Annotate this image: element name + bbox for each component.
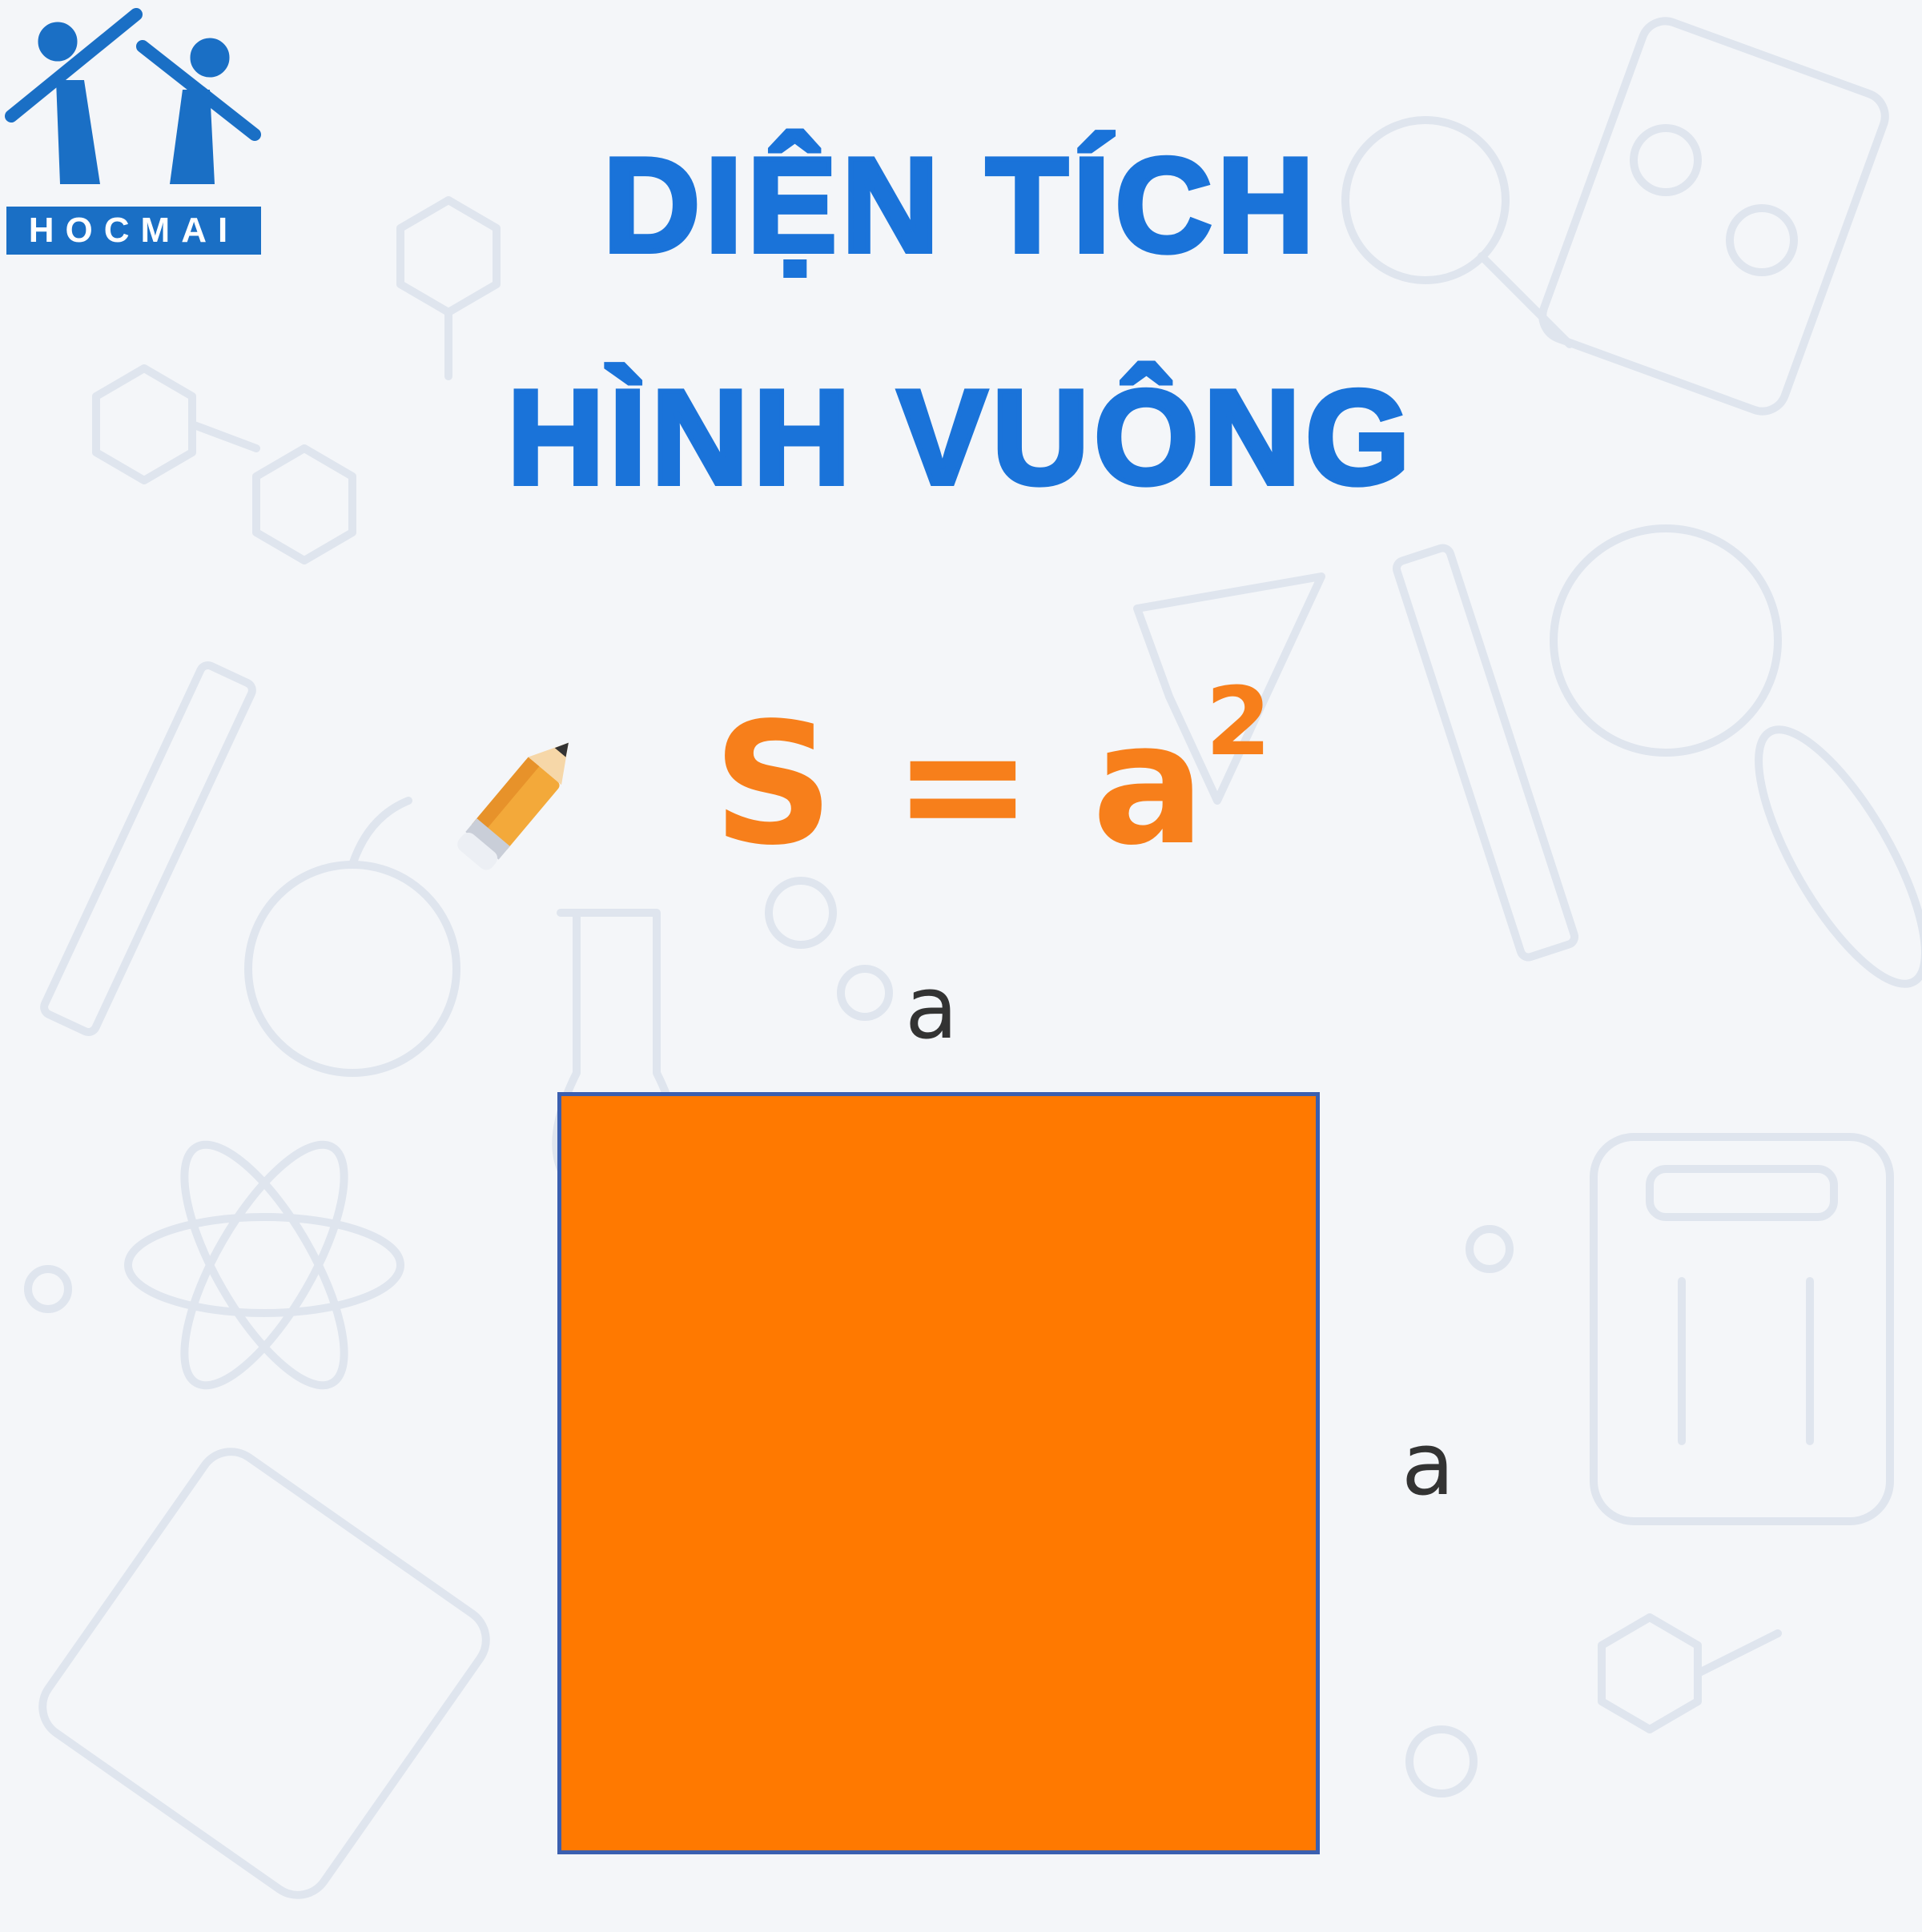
title-line-1: DIỆN TÍCH bbox=[603, 130, 1319, 280]
right-side-label: a bbox=[1401, 1415, 1455, 1515]
top-side-label: a bbox=[905, 958, 959, 1058]
formula-base: a bbox=[1092, 686, 1206, 882]
area-formula bbox=[713, 666, 1272, 882]
formula-area-symbol: S bbox=[713, 686, 834, 882]
pencil-icon bbox=[448, 729, 585, 881]
square-figure bbox=[557, 1092, 1320, 1854]
formula-exponent: 2 bbox=[1205, 666, 1272, 777]
logo-text: HOCMAI bbox=[6, 207, 261, 255]
title-line-2: HÌNH VUÔNG bbox=[507, 362, 1415, 512]
formula-equals: = bbox=[892, 686, 1034, 882]
